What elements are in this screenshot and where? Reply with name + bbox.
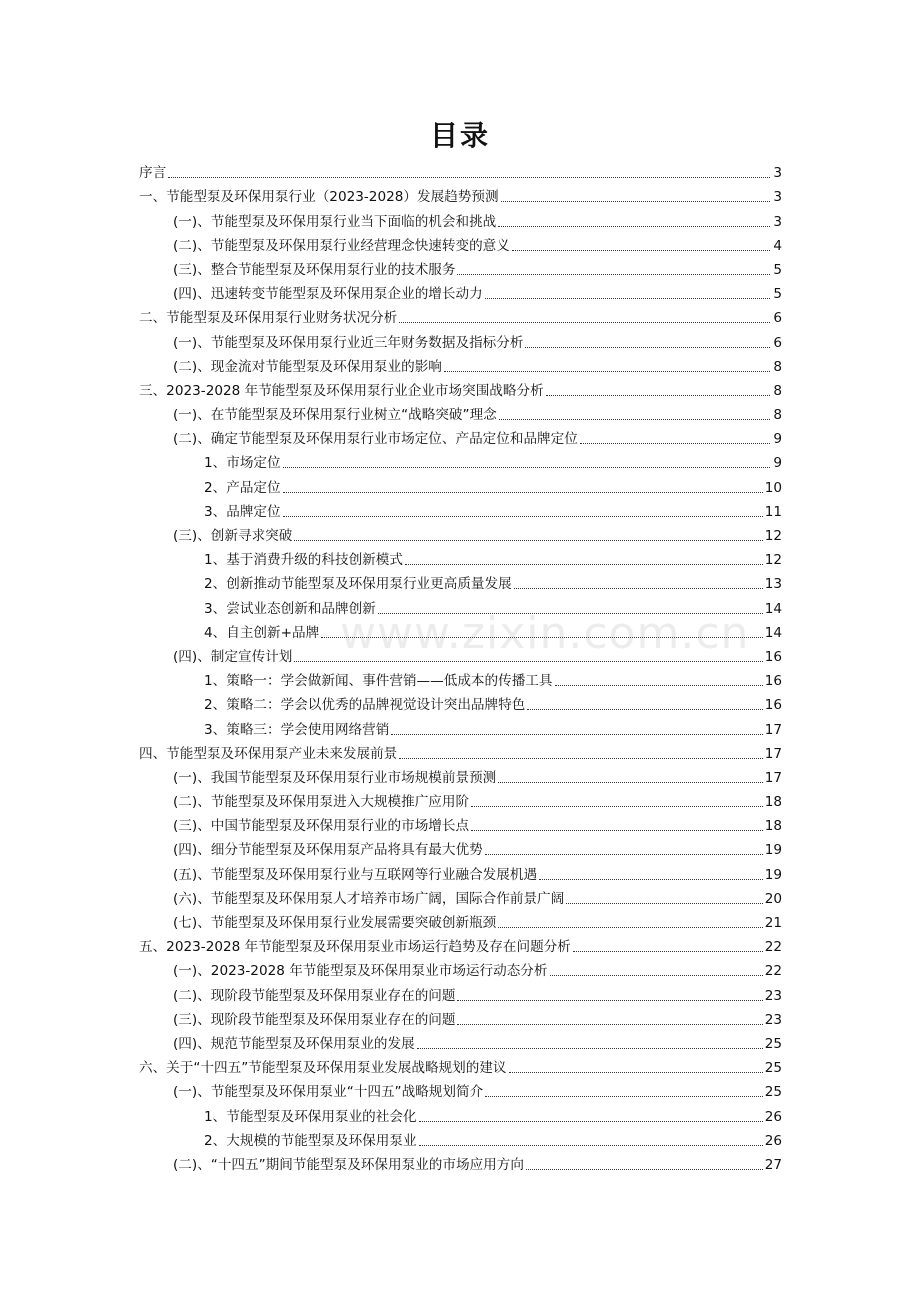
toc-entry-page-number: 12 <box>764 552 782 569</box>
toc-entry-page-number: 8 <box>773 358 782 375</box>
toc-entry-label: 三、2023-2028 年节能型泵及环保用泵行业企业市场突围战略分析 <box>139 382 544 399</box>
toc-entry[interactable] <box>139 448 782 472</box>
dot-leader <box>399 757 762 759</box>
toc-entry-page-number: 6 <box>773 334 782 351</box>
dot-leader <box>444 370 770 372</box>
dot-leader <box>457 273 770 275</box>
toc-entry-page-number: 16 <box>764 697 782 714</box>
toc-entry[interactable] <box>139 980 782 1004</box>
toc-entry[interactable] <box>139 1029 782 1053</box>
toc-entry-page-number: 13 <box>764 576 782 593</box>
dot-leader <box>471 829 763 831</box>
toc-entry[interactable] <box>139 352 782 376</box>
toc-entry-page-number: 12 <box>764 528 782 544</box>
toc-entry[interactable] <box>139 1150 782 1174</box>
dot-leader <box>399 321 770 323</box>
watermark: www.zixin.com.cn <box>340 608 750 659</box>
toc-entry-label: (一)、节能型泵及环保用泵业“十四五”战略规划简介 <box>173 1084 484 1101</box>
dot-leader <box>294 539 762 541</box>
toc-entry-page-number: 25 <box>764 1084 782 1101</box>
toc-entry-label: (一)、我国节能型泵及环保用泵行业市场规模前景预测 <box>173 769 497 786</box>
toc-entry-label: 四、节能型泵及环保用泵产业未来发展前景 <box>139 745 398 762</box>
dot-leader <box>419 1120 763 1122</box>
toc-entry[interactable] <box>139 1101 782 1125</box>
toc-entry[interactable] <box>139 327 782 351</box>
toc-entry-page-number: 25 <box>764 1060 782 1077</box>
dot-leader <box>457 1023 762 1025</box>
toc-title: 目录 <box>429 119 490 152</box>
toc-entry[interactable] <box>139 231 782 255</box>
toc-entry[interactable] <box>139 739 782 763</box>
dot-leader <box>509 1071 763 1073</box>
toc-entry-label: 二、节能型泵及环保用泵行业财务状况分析 <box>139 310 398 327</box>
dot-leader <box>378 612 763 614</box>
toc-entry-page-number: 5 <box>773 261 782 278</box>
toc-entry-page-number: 18 <box>764 794 782 811</box>
toc-entry-page-number: 26 <box>764 1132 782 1149</box>
toc-entry-page-number: 4 <box>773 237 782 254</box>
toc-entry-label: (六)、节能型泵及环保用泵人才培养市场广阔，国际合作前景广阔 <box>173 890 565 907</box>
toc-entry[interactable] <box>139 400 782 424</box>
toc-entry[interactable] <box>139 714 782 738</box>
toc-entry-label: (七)、节能型泵及环保用泵行业发展需要突破创新瓶颈 <box>173 915 497 931</box>
dot-leader <box>283 491 763 493</box>
toc-entry[interactable] <box>139 1126 782 1150</box>
toc-entry-page-number: 26 <box>764 1108 782 1125</box>
toc-entry-page-number: 3 <box>773 213 782 230</box>
toc-entry[interactable] <box>139 811 782 835</box>
toc-entry-page-number: 25 <box>764 1035 782 1052</box>
dot-leader <box>283 515 763 517</box>
dot-leader <box>405 563 763 565</box>
dot-leader <box>485 297 770 299</box>
toc-entry-page-number: 8 <box>773 407 782 424</box>
dot-leader <box>498 225 770 227</box>
toc-entry-label: (四)、规范节能型泵及环保用泵业的发展 <box>173 1035 415 1052</box>
toc-entry-label: 3、尝试业态创新和品牌创新 <box>204 600 376 617</box>
toc-entry[interactable] <box>139 666 782 690</box>
toc-entry[interactable] <box>139 255 782 279</box>
toc-entry-label: (三)、整合节能型泵及环保用泵行业的技术服务 <box>173 261 456 278</box>
toc-entry-label: 3、策略三：学会使用网络营销 <box>204 721 390 738</box>
dot-leader <box>527 708 762 710</box>
dot-leader <box>525 346 770 348</box>
toc-entry[interactable] <box>139 158 782 182</box>
toc-entry-label: (三)、创新寻求突破 <box>173 528 293 544</box>
dot-leader <box>321 636 762 638</box>
toc-entry-page-number: 14 <box>764 600 782 617</box>
dot-leader <box>168 176 770 178</box>
toc-entry-page-number: 22 <box>764 963 782 980</box>
dot-leader <box>485 853 763 855</box>
toc-entry-page-number: 17 <box>764 745 782 762</box>
toc-entry-label: 1、基于消费升级的科技创新模式 <box>204 552 403 569</box>
dot-leader <box>391 733 762 735</box>
toc-entry-label: (四)、细分节能型泵及环保用泵产品将具有最大优势 <box>173 842 483 859</box>
toc-entry-label: 1、市场定位 <box>204 455 281 472</box>
toc-entry-page-number: 23 <box>764 987 782 1004</box>
toc-entry-label: (三)、中国节能型泵及环保用泵行业的市场增长点 <box>173 818 470 835</box>
dot-leader <box>512 249 770 251</box>
toc-entry[interactable] <box>139 1053 782 1077</box>
toc-entry-page-number: 6 <box>773 310 782 327</box>
dot-leader <box>550 974 763 976</box>
toc-entry[interactable] <box>139 763 782 787</box>
dot-leader <box>539 878 763 880</box>
toc-entry-page-number: 16 <box>764 673 782 690</box>
toc-entry-label: 1、节能型泵及环保用泵业的社会化 <box>204 1108 417 1125</box>
toc-entry-page-number: 9 <box>773 431 782 448</box>
toc-entry[interactable] <box>139 932 782 956</box>
toc-entry-label: (二)、现金流对节能型泵及环保用泵业的影响 <box>173 358 442 375</box>
toc-entry-label: (四)、制定宣传计划 <box>173 648 293 665</box>
toc-entry-label: (二)、节能型泵及环保用泵行业经营理念快速转变的意义 <box>173 237 510 254</box>
toc-entry-label: 五、2023-2028 年节能型泵及环保用泵业市场运行趋势及存在问题分析 <box>139 939 571 956</box>
toc-entry-label: (二)、确定节能型泵及环保用泵行业市场定位、产品定位和品牌定位 <box>173 431 578 448</box>
toc-entry-page-number: 11 <box>764 503 782 520</box>
toc-entry-page-number: 17 <box>764 721 782 738</box>
toc-entry[interactable] <box>139 593 782 617</box>
toc-entry-page-number: 3 <box>773 189 782 206</box>
toc-entry-page-number: 21 <box>764 915 782 931</box>
toc-entry-page-number: 19 <box>764 842 782 859</box>
toc-entry-label: 六、关于“十四五”节能型泵及环保用泵业发展战略规划的建议 <box>139 1060 507 1077</box>
dot-leader <box>485 1095 763 1097</box>
dot-leader <box>471 805 763 807</box>
dot-leader <box>283 466 770 468</box>
toc-entry[interactable] <box>139 303 782 327</box>
toc-entry[interactable] <box>139 859 782 883</box>
toc-entry[interactable] <box>139 569 782 593</box>
toc-entry[interactable] <box>139 1077 782 1101</box>
dot-leader <box>499 418 770 420</box>
toc-entry[interactable] <box>139 545 782 569</box>
toc-entry-label: (四)、迅速转变节能型泵及环保用泵企业的增长动力 <box>173 286 483 303</box>
toc-entry-label: (一)、节能型泵及环保用泵行业近三年财务数据及指标分析 <box>173 334 524 351</box>
toc-entry[interactable] <box>139 279 782 303</box>
toc-entry-label: 序言 <box>139 165 167 182</box>
toc-entry-page-number: 19 <box>764 866 782 883</box>
toc-entry[interactable] <box>139 642 782 666</box>
toc-entry-label: (五)、节能型泵及环保用泵行业与互联网等行业融合发展机遇 <box>173 866 538 883</box>
toc-entry-page-number: 18 <box>764 818 782 835</box>
toc-entry[interactable] <box>139 618 782 642</box>
toc-entry[interactable] <box>139 376 782 400</box>
dot-leader <box>498 781 762 783</box>
dot-leader <box>417 1047 763 1049</box>
toc-entry[interactable] <box>139 956 782 980</box>
toc-entry-page-number: 20 <box>764 890 782 907</box>
toc-entry[interactable] <box>139 182 782 206</box>
toc-entry[interactable] <box>139 884 782 908</box>
toc-entry-page-number: 9 <box>773 455 782 472</box>
dot-leader <box>555 684 763 686</box>
dot-leader <box>514 587 763 589</box>
toc-entry-label: 2、策略二：学会以优秀的品牌视觉设计突出品牌特色 <box>204 697 526 714</box>
toc-entry[interactable] <box>139 908 782 932</box>
toc-entry[interactable] <box>139 424 782 448</box>
toc-entry[interactable] <box>139 521 782 545</box>
toc-entry-label: (二)、节能型泵及环保用泵进入大规模推广应用阶 <box>173 794 470 811</box>
table-of-contents <box>139 158 782 1174</box>
toc-entry-label: (一)、2023-2028 年节能型泵及环保用泵业市场运行动态分析 <box>173 963 548 980</box>
toc-entry-label: 2、大规模的节能型泵及环保用泵业 <box>204 1132 417 1149</box>
toc-entry-page-number: 22 <box>764 939 782 956</box>
toc-entry-label: (二)、现阶段节能型泵及环保用泵业存在的问题 <box>173 987 456 1004</box>
toc-entry-label: 4、自主创新+品牌 <box>204 624 320 641</box>
dot-leader <box>526 1168 763 1170</box>
toc-entry[interactable] <box>139 206 782 230</box>
dot-leader <box>498 926 762 928</box>
toc-entry-label: (一)、节能型泵及环保用泵行业当下面临的机会和挑战 <box>173 213 497 230</box>
dot-leader <box>573 950 763 952</box>
toc-entry[interactable] <box>139 497 782 521</box>
toc-entry-label: (三)、现阶段节能型泵及环保用泵业存在的问题 <box>173 1011 456 1028</box>
dot-leader <box>294 660 762 662</box>
dot-leader <box>457 999 762 1001</box>
dot-leader <box>419 1144 763 1146</box>
toc-entry[interactable] <box>139 1005 782 1029</box>
toc-entry-label: (一)、在节能型泵及环保用泵行业树立“战略突破”理念 <box>173 407 497 424</box>
toc-entry-label: 2、产品定位 <box>204 479 281 496</box>
toc-entry-page-number: 17 <box>764 769 782 786</box>
toc-entry-page-number: 16 <box>764 648 782 665</box>
dot-leader <box>580 442 770 444</box>
toc-entry-page-number: 10 <box>764 479 782 496</box>
toc-entry-page-number: 27 <box>764 1156 782 1173</box>
toc-entry-page-number: 23 <box>764 1011 782 1028</box>
dot-leader <box>546 394 770 396</box>
toc-entry-label: 1、策略一：学会做新闻、事件营销——低成本的传播工具 <box>204 673 553 690</box>
dot-leader <box>501 200 770 202</box>
toc-entry-label: 2、创新推动节能型泵及环保用泵行业更高质量发展 <box>204 576 512 593</box>
toc-entry-page-number: 14 <box>764 624 782 641</box>
toc-entry[interactable] <box>139 835 782 859</box>
toc-entry-page-number: 3 <box>773 165 782 182</box>
toc-entry-label: (二)、“十四五”期间节能型泵及环保用泵业的市场应用方向 <box>173 1156 524 1173</box>
toc-entry-label: 3、品牌定位 <box>204 503 281 520</box>
toc-entry-label: 一、节能型泵及环保用泵行业（2023-2028）发展趋势预测 <box>139 189 499 206</box>
toc-entry[interactable] <box>139 787 782 811</box>
dot-leader <box>566 902 762 904</box>
toc-entry-page-number: 8 <box>773 382 782 399</box>
toc-entry-page-number: 5 <box>773 286 782 303</box>
toc-entry[interactable] <box>139 472 782 496</box>
toc-entry[interactable] <box>139 690 782 714</box>
